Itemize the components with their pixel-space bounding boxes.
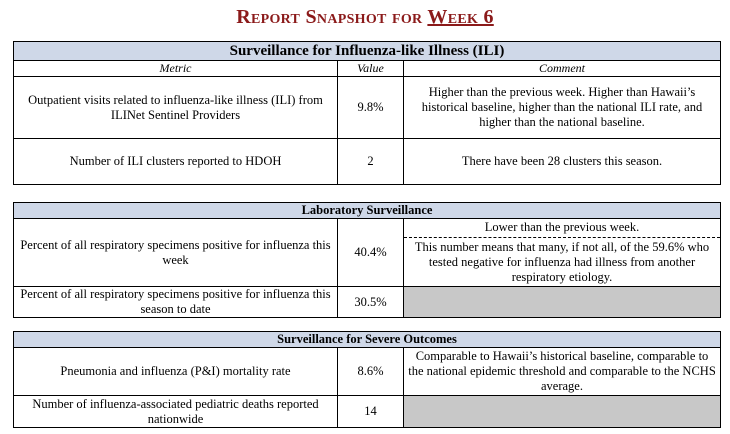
metric-cell: Pneumonia and influenza (P&I) mortality rate [14, 348, 338, 396]
lab-table [13, 202, 721, 318]
comment-bottom: This number means that many, if not all, of the 59.6% who tested negative for influenza had illness from another respiratory etiology. [414, 240, 710, 284]
table-row [14, 348, 721, 396]
comment-cell: Comparable to Hawaii’s historical baseline, comparable to the national epidemic threshold and comparable to the NCHS average. [404, 348, 721, 396]
lab-header: Laboratory Surveillance [14, 203, 721, 219]
value-cell: 8.6% [338, 348, 404, 396]
table-row [14, 287, 721, 318]
severe-header: Surveillance for Severe Outcomes [14, 332, 721, 348]
metric-cell: Percent of all respiratory specimens positive for influenza this season to date [14, 287, 338, 318]
value-cell: 9.8% [338, 77, 404, 139]
value-cell: 30.5% [338, 287, 404, 318]
report-title [0, 6, 730, 29]
ili-table [13, 41, 721, 185]
table-row [14, 396, 721, 428]
col-comment-header: Comment [404, 61, 721, 77]
metric-cell: Number of ILI clusters reported to HDOH [14, 139, 338, 185]
ili-header: Surveillance for Influenza-like Illness (ILI) [14, 42, 721, 61]
empty-comment-cell [404, 287, 721, 318]
comment-cell: There have been 28 clusters this season. [404, 139, 721, 185]
empty-comment-cell [404, 396, 721, 428]
value-cell: 2 [338, 139, 404, 185]
metric-cell: Outpatient visits related to influenza-like illness (ILI) from ILINet Sentinel Providers [14, 77, 338, 139]
table-row [14, 219, 721, 287]
col-value-header: Value [338, 61, 404, 77]
metric-cell: Percent of all respiratory specimens positive for influenza this week [14, 219, 338, 287]
comment-cell: Higher than the previous week. Higher than Hawaii’s historical baseline, higher than the national ILI rate, and higher than the national baseline. [404, 77, 721, 139]
value-cell: 40.4% [338, 219, 404, 287]
table-row [14, 139, 721, 185]
col-metric-header: Metric [14, 61, 338, 77]
metric-cell: Number of influenza-associated pediatric deaths reported nationwide [14, 396, 338, 428]
comment-cell [404, 219, 721, 287]
severe-table-body [13, 331, 721, 428]
report-title-week: Week 6 [427, 6, 494, 28]
comment-top: Lower than the previous week. [404, 219, 720, 238]
table-row [14, 77, 721, 139]
value-cell: 14 [338, 396, 404, 428]
report-title-prefix: Report Snapshot for [236, 6, 428, 28]
